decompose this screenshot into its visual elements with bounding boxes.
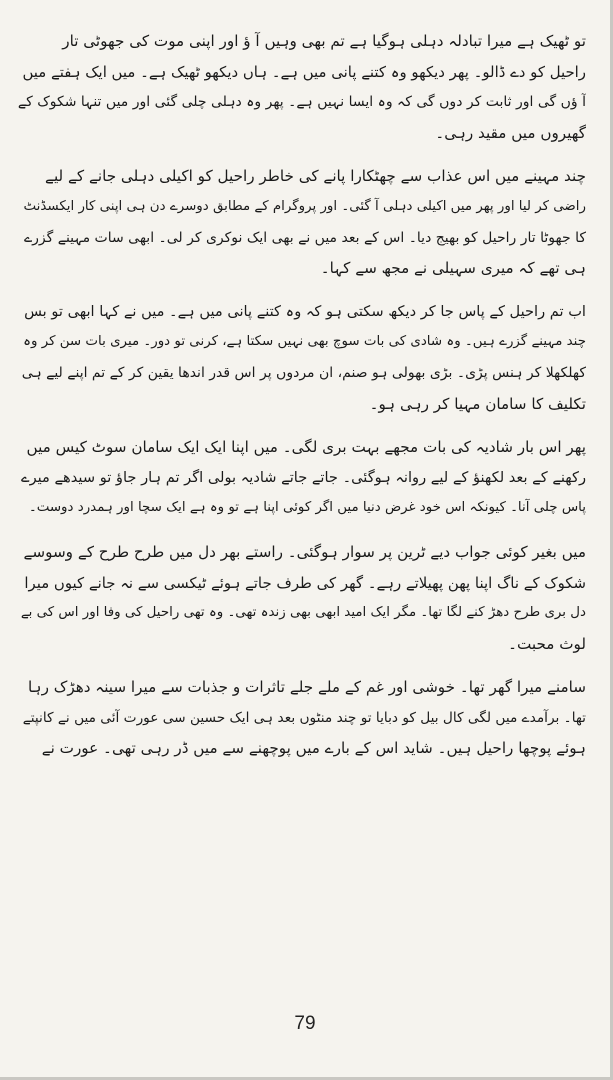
text-line: پاس چلی آنا۔ کیونکہ اس خود غرض دنیا میں اگر کوئی اپنا ہے تو وہ ہے ایک سچا اور ہمدرد دوست۔ [28,500,586,516]
text-line: تھا۔ برآمدے میں لگی کال بیل کو دبایا تو چند منٹوں بعد ہی ایک حسین سی عورت آئی میں نے کانپتے [22,709,586,726]
paragraph [18,537,586,659]
text-line: راحیل کو دے ڈالو۔ پھر دیکھو وہ کتنے پانی میں ہے۔ ہاں دیکھو ٹھیک ہے۔ میں ایک ہفتے میں [22,62,586,81]
text-line: لوث محبت۔ [508,634,586,653]
paragraph [18,161,586,283]
text-line: سامنے میرا گھر تھا۔ خوشی اور غم کے ملے جلے تاثرات و جذبات سے میرا سینہ دھڑک رہا [28,678,586,697]
paragraph [18,26,586,148]
text-line: تو ٹھیک ہے میرا تبادلہ دہلی ہوگیا ہے تم بھی وہیں آ ؤ اور اپنی موت کی جھوٹی تار [62,32,586,50]
urdu-text-body [18,26,586,777]
text-line: تکلیف کا سامان مہیا کر رہی ہو۔ [369,394,586,413]
text-line: چند مہینے گزرے ہیں۔ وہ شادی کی بات سوچ بھی نہیں سکتا ہے، کرنی تو دور۔ میری بات سن کر وہ [23,334,586,350]
text-line: شکوک کے ناگ اپنا پھن پھیلاتے رہے۔ گھر کی طرف جاتے ہوئے ٹیکسی سے نہ جانے کیوں میرا [24,573,586,592]
text-line: کھلکھلا کر ہنس پڑی۔ بڑی بھولی ہو صنم، ان مردوں پر اس قدر اندھا یقین کر کے تم اپنے لیے ہی [21,364,586,381]
text-line: ہوئے پوچھا راحیل ہیں۔ شاید اس کے بارے میں پوچھنے سے میں ڈر رہی تھی۔ عورت نے [41,739,586,758]
text-line: اب تم راحیل کے پاس جا کر دیکھ سکتی ہو کہ وہ کتنے پانی میں ہے۔ میں نے کہا ابھی تو بس [24,302,586,320]
text-line: دل بری طرح دھڑ کنے لگا تھا۔ مگر ایک امید ابھی بھی زندہ تھی۔ وہ تھی راحیل کی وفا اور اس کی بے [20,605,586,621]
paragraph [18,672,586,764]
text-line: چند مہینے میں اس عذاب سے چھٹکارا پانے کی خاطر راحیل کو اکیلی دہلی جانے کے لیے [45,167,586,186]
text-line: آ ؤں گی اور ثابت کر دوں گی کہ وہ ایسا نہیں ہے۔ پھر وہ دہلی چلی گئی اور میں تنہا شکوک کے [18,94,586,111]
text-line: کا جھوٹا تار راحیل کو بھیج دیا۔ اس کے بعد میں نے بھی ایک نوکری کر لی۔ ابھی سات مہینے گزرے [23,229,586,246]
text-line: میں بغیر کوئی جواب دیے ٹرین پر سوار ہوگئی۔ راستے بھر دل میں طرح طرح کے وسوسے [23,542,586,561]
paragraph [18,432,586,524]
text-line: گھیروں میں مقید رہی۔ [435,123,586,142]
text-line: پھر اس بار شادیہ کی بات مجھے بہت بری لگی۔ میں اپنا ایک ایک سامان سوٹ کیس میں [26,438,586,457]
text-line: راضی کر لیا اور پھر میں اکیلی دہلی آ گئی۔ اور پروگرام کے مطابق دوسرے دن ہی اپنی کار ایکسڈنٹ [23,198,586,214]
page-number: 79 [294,1013,316,1034]
text-line: رکھنے کے بعد لکھنؤ کے لیے روانہ ہوگئی۔ جاتے جاتے شادیہ بولی اگر تم ہار جاؤ تو سیدھے میرے [21,468,586,486]
text-line: ہی تھے کہ میری سہیلی نے مجھ سے کہا۔ [320,259,586,278]
paragraph [18,297,586,419]
